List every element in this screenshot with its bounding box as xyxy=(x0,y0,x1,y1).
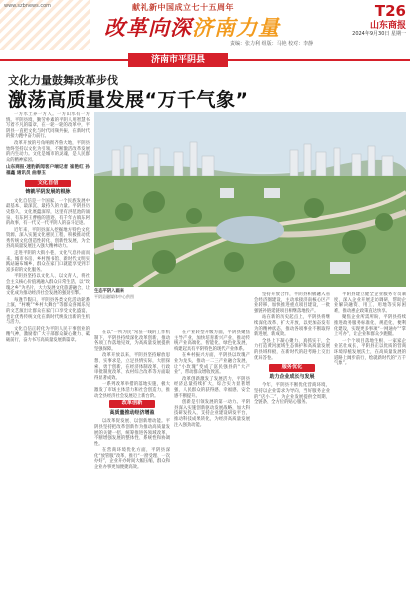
newspaper-name: 山东商报 xyxy=(369,21,406,31)
body-paragraph: 在以“一所为民”常驻一线的工作机制下，平阴县持续深化改革创新，推动各项工作落地见效，为高质量发展提供坚强保障。 xyxy=(94,330,170,352)
campaign-title-part2: 济南力量 xyxy=(192,16,280,40)
article-column-5 xyxy=(334,292,406,598)
body-paragraph: 近年来，平阴县深入挖掘地方特色文化资源，深入实施文化惠民工程，积极推动优秀传统文化创造性转化、创新性发展，为全县高质量发展注入强大精神动力。 xyxy=(6,227,90,250)
issue-date: 2024年9月30日 星期一 xyxy=(352,31,406,37)
body-paragraph: 文化自信正转化为平阴人民干事创业的精气神，激励着广大干部群众凝心聚力、砥砺前行，奋力书写高质量发展新篇章。 xyxy=(6,326,90,343)
article-headline: 激荡高质量发展“万千气象” xyxy=(8,89,249,111)
campaign-title xyxy=(104,12,280,42)
article-kicker: 文化力量鼓舞改革步伐 xyxy=(8,74,118,87)
body-paragraph: 走进平阴的大街小巷，文化气息扑面而来。城市书房、乡村图书馆、新时代文明实践站遍布城乡，群众在家门口就能享受到丰富多彩的文化服务。 xyxy=(6,251,90,273)
body-paragraph: 在乡村振兴方面，平阴县以玫瑰产业为龙头，推动一二三产业融合发展，让“小玫瑰”变成了富民强县的“大产业”，带动群众增收致富。 xyxy=(174,353,250,376)
section-subheading-culture: 铸就平阴发展的根脉 xyxy=(25,189,71,196)
body-paragraph: 在营商环境优化方面，平阴县深化“放管服”改革，推行“一窗受理、一次办好”，企业开办时间大幅压缩，群众和企业办事更加便捷高效。 xyxy=(94,448,170,471)
article-column-2 xyxy=(94,330,170,598)
article-column-3 xyxy=(174,330,250,598)
photo-credit: 平阴县融媒体中心供图 xyxy=(94,294,134,299)
body-paragraph: 改革创新激发了发展活力，平阴县经济总量持续扩大，综合实力显著增强，人民群众的获得感、幸福感、安全感不断提升。 xyxy=(174,376,250,399)
body-paragraph: 创新是引领发展的第一动力。平阴县深入实施创新驱动发展战略，加大科技研发投入，支持企业建设研发平台，推动科技成果转化，为经济高质量发展注入强劲动能。 xyxy=(174,400,250,428)
intro-paragraph: 一方水土养一方人。一方山水有一方情。平阴县境，勤劳朴素的平阴人用智慧书写着不凡的篇章，在一轮一轮的改革中，平阴县一直把文化与时代同频共振，在新时代的接力跑中奋力前行。 xyxy=(6,112,90,140)
website-url[interactable]: www.szbnews.com xyxy=(4,3,52,9)
body-paragraph: 全县上下凝心聚力、真抓实干，全力打造黄河流域生态保护和高质量发展的县域样板，在新时代的赶考路上交出优异答卷。 xyxy=(254,338,330,361)
body-paragraph: 一系列改革举措的落地实施，极大激发了市场主体活力和社会创造力，推动全县经济社会发展迈上新台阶。 xyxy=(94,382,170,399)
editor-credits: 责编：张力利 组版：马艳 校对：李静 xyxy=(230,41,314,47)
page-number: T26 xyxy=(374,2,406,20)
body-paragraph: 一个个项目落地生根、一家家企业茁壮成长，平阴县正以优质的营商环境厚植发展沃土，在高质量发展的道路上阔步前行，绘就新时代的“万千气象”。 xyxy=(334,338,406,367)
section-label: 济南市平阴县 xyxy=(128,53,228,67)
body-paragraph: 坚持开放合作，平阴县积极融入省会经济圈建设，主动承接济南核心区产业转移，加快推进重点项目建设，一批强链补链延链项目相继落地投产。 xyxy=(254,292,330,314)
section-subheading-service: 助力企业成长与发展 xyxy=(269,373,315,380)
masthead-banner xyxy=(0,0,410,50)
body-paragraph: 每逢节假日，平阴县各类文化活动轮番上演，“村晚”“乡村大舞台”等群众喜闻乐见的文艺演出让群众在家门口享受文化盛宴，也让优秀传统文化在新时代焕发出新的生机与活力。 xyxy=(6,297,90,326)
campaign-title-part1: 改革向深 xyxy=(104,16,192,40)
body-paragraph: 平阴县坚持以文化人、以文育人，将社会主义核心价值观融入群众日常生活，以“玫瑰之乡”为名片，大力发展文化旅游融合，让文化成为推动经济社会发展的强劲引擎。 xyxy=(6,274,90,297)
photo-caption: 生态平阴入画来 xyxy=(94,289,125,294)
article-photo xyxy=(94,112,406,287)
article-column-4 xyxy=(254,292,330,598)
section-heading-culture: 文化自信 xyxy=(25,180,71,188)
intro-paragraph: 改革开放的号角响彻齐鲁大地，平阴县始终坚持以文化为引领，不断激活改革发展的内生动力。文化是城市的灵魂，是人民群众的精神家园。 xyxy=(6,140,90,163)
article-column-1 xyxy=(6,112,90,598)
body-paragraph: 以改革促发展、以创新增动能。平阴县坚持把改革创新作为推动高质量发展的关键一招，统筹推进各领域改革，不断增强发展的整体性、系统性和协调性。 xyxy=(94,419,170,447)
article-byline: 山东商报·速豹新闻客户端记者 崔艳红 孙福鑫 通讯员 曲春玉 xyxy=(6,165,90,176)
body-paragraph: 平阴县建立健全企业服务专员制度，深入企业开展走访调研，帮助企业解决融资、用工、用地等实际困难，推动惠企政策直达快享。 xyxy=(334,292,406,314)
body-paragraph: 今年，平阴县不断优化营商环境，坚持以企业需求为导向，当好服务企业的“店小二”，为企业发展提供全周期、全链条、全方位的贴心服务。 xyxy=(254,383,330,406)
anniversary-slogan: 献礼新中国成立七十五周年 xyxy=(132,3,234,12)
section-heading-reform: 改革创新 xyxy=(109,400,155,408)
body-paragraph: 聚焦企业所需所盼，平阴县持续推进政务服务标准化、规范化、便利化建设，实现更多事项“一网通办”“掌上可办”，让企业和群众少跑腿。 xyxy=(334,315,406,338)
section-subheading-reform: 高质量推动经济增盈 xyxy=(109,409,155,416)
body-paragraph: 在产业转型升级方面，平阴县聚焦主导产业，加快培育新兴产业，推动传统产业高端化、智能化、绿色化发展，构建起具有平阴特色的现代产业体系。 xyxy=(174,330,250,352)
section-heading-service: 服务优化 xyxy=(269,364,315,372)
body-paragraph: 文化自信是一个国家、一个民族发展中最基本、最深沉、最持久的力量。平阴县历史悠久，文化底蕴深厚，这里有洪范池的涌泉、有东阿王曹植的遗迹，有千年古镇东阿的故事，有一代又一代平阴人的奋斗足迹。 xyxy=(6,198,90,227)
body-paragraph: 站在新的历史起点上，平阴县将继续深化改革、扩大开放，以更加奋发有为的精神状态，推动各项事业不断取得新进展、新成效。 xyxy=(254,315,330,338)
body-paragraph: 改革开放以来，平阴县坚持解放思想、实事求是，立足县情实际，大胆探索、勇于创新，在经济体制改革、行政审批制度改革、农村综合改革等方面取得显著成效。 xyxy=(94,353,170,381)
city-aerial-photo xyxy=(94,112,406,287)
